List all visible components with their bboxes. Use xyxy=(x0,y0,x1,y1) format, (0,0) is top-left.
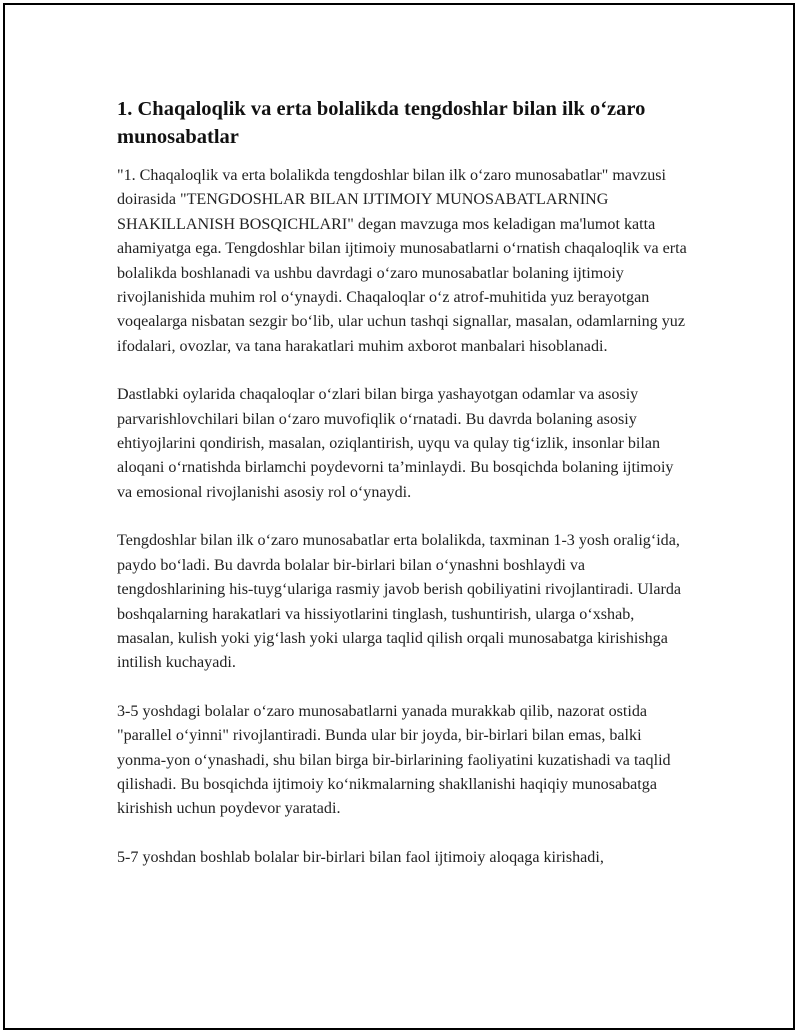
paragraph-first-peer-relations: Tengdoshlar bilan ilk o‘zaro munosabatlar erta bolalikda, taxminan 1-3 yosh oralig‘ida, paydo bo‘ladi. Bu davrda bolalar bir-birlari bilan o‘ynashni boshlaydi va tengdoshlarining his-tuyg‘ulariga rasmiy javob berish qobiliyatini rivojlantiradi. Ularda boshqalarning harakatlari va hissiyotlarini tinglash, tushuntirish, ularga o‘xshab, masalan, kulish yoki yig‘lash yoki ularga taqlid qilish orqali munosabatga kirishishga intilish kuchayadi. xyxy=(117,532,682,672)
paragraph-active-social-contact: 5-7 yoshdan boshlab bolalar bir-birlari bilan faol ijtimoiy aloqaga kirishadi, xyxy=(117,848,604,866)
paragraph-parallel-play: 3-5 yoshdagi bolalar o‘zaro munosabatlarni yanada murakkab qilib, nazorat ostida "parallel o‘yinni" rivojlantiradi. Bunda ular bir joyda, bir-birlari bilan emas, balki yonma-yon o‘ynashadi, shu bilan birga bir-birlarining faoliyatini kuzatishadi va taqlid qilishadi. Bu bosqichda ijtimoiy ko‘nikmalarning shakllanishi haqiqiy munosabatga kirishish uchun poydevor yaratadi. xyxy=(117,702,671,818)
section-heading: 1. Chaqaloqlik va erta bolalikda tengdoshlar bilan ilk o‘zaro munosabatlar xyxy=(117,98,646,148)
paragraph-intro: "1. Chaqaloqlik va erta bolalikda tengdoshlar bilan ilk o‘zaro munosabatlar" mavzusi doirasida "TENGDOSHLAR BILAN IJTIMOIY MUNOSABATLARNING SHAKILLANISH BOSQICHLARI" degan mavzuga mos keladigan ma'lumot katta ahamiyatga ega. Tengdoshlar bilan ijtimoiy munosabatlarni o‘rnatish chaqaloqlik va erta bolalikda boshlanadi va ushbu davrdagi o‘zaro munosabatlar bolaning ijtimoiy rivojlanishida muhim rol o‘ynaydi. Chaqaloqlar o‘z atrof-muhitida yuz berayotgan voqealarga nisbatan sezgir bo‘lib, ular uchun tashqi signallar, masalan, odamlarning yuz ifodalari, ovozlar, va tana harakatlari muhim axborot manbalari hisoblanadi. xyxy=(117,167,687,355)
document-body xyxy=(117,95,687,894)
paragraph-early-months: Dastlabki oylarida chaqaloqlar o‘zlari bilan birga yashayotgan odamlar va asosiy parvarishlovchilari bilan o‘zaro muvofiqlik o‘rnatadi. Bu davrda bolaning asosiy ehtiyojlarini qondirish, masalan, oziqlantirish, uyqu va qulay tig‘izlik, insonlar bilan aloqani o‘rnatishda birlamchi poydevorni ta’minlaydi. Bu bosqichda bolaning ijtimoiy va emosional rivojlanishi asosiy rol o‘ynaydi. xyxy=(117,386,674,501)
